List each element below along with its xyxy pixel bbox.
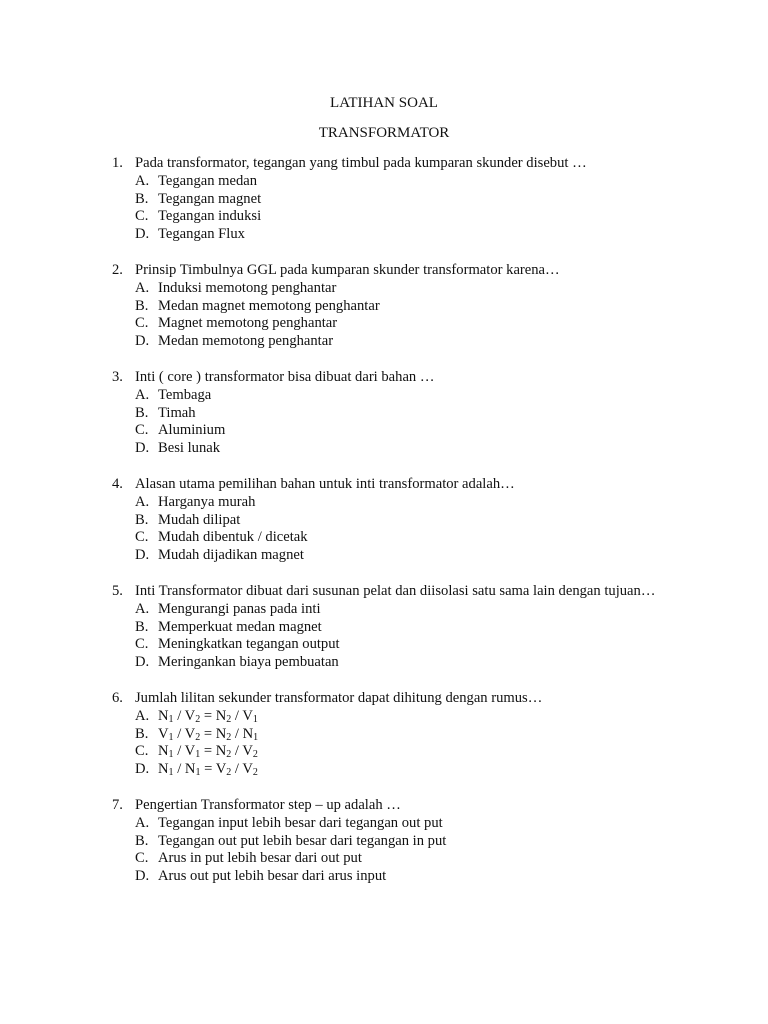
option-d	[112, 547, 752, 565]
option-text: Arus in put lebih besar dari out put	[158, 850, 362, 867]
option-letter: D.	[135, 868, 150, 885]
option-text: Besi lunak	[158, 440, 221, 457]
option-b	[112, 405, 752, 423]
option-letter: B.	[135, 511, 149, 528]
question-4	[112, 476, 752, 565]
option-a	[112, 601, 752, 619]
option-b	[112, 726, 752, 744]
option-text: Tegangan magnet	[158, 190, 262, 207]
option-letter: D.	[135, 333, 150, 350]
option-letter: C.	[135, 422, 149, 439]
question-number: 6.	[112, 690, 123, 706]
question-1	[112, 155, 752, 244]
option-b	[112, 191, 752, 209]
option-c	[112, 636, 752, 654]
option-letter: A.	[135, 814, 150, 831]
question-text: Inti ( core ) transformator bisa dibuat dari bahan …	[135, 369, 435, 385]
option-c	[112, 422, 752, 440]
option-text: Arus out put lebih besar dari arus input	[158, 868, 387, 885]
question-number: 1.	[112, 155, 123, 171]
option-text: Tembaga	[158, 386, 212, 403]
option-letter: D.	[135, 761, 150, 778]
option-letter: B.	[135, 832, 149, 849]
option-letter: A.	[135, 707, 150, 724]
option-text: Meningkatkan tegangan output	[158, 636, 340, 653]
option-letter: A.	[135, 493, 150, 510]
option-d	[112, 226, 752, 244]
option-d	[112, 868, 752, 886]
option-letter: B.	[135, 725, 149, 742]
option-letter: C.	[135, 636, 149, 653]
question-6	[112, 690, 752, 779]
option-letter: D.	[135, 226, 150, 243]
formula-text: $V_1 / V_2 = N_2 / N_1$	[158, 725, 259, 743]
option-text: Mengurangi panas pada inti	[158, 600, 321, 617]
option-text: Aluminium	[158, 422, 226, 439]
option-text: Meringankan biaya pembuatan	[158, 654, 339, 671]
question-text: Jumlah lilitan sekunder transformator dapat dihitung dengan rumus…	[135, 690, 543, 706]
option-letter: C.	[135, 850, 149, 867]
question-text: Pada transformator, tegangan yang timbul pada kumparan skunder disebut …	[135, 155, 587, 171]
option-letter: B.	[135, 190, 149, 207]
question-number: 7.	[112, 797, 123, 813]
option-c	[112, 315, 752, 333]
option-b	[112, 833, 752, 851]
option-text: Tegangan input lebih besar dari tegangan out put	[158, 814, 443, 831]
option-c	[112, 208, 752, 226]
option-letter: C.	[135, 208, 149, 225]
option-text: Induksi memotong penghantar	[158, 279, 337, 296]
option-text: Timah	[158, 404, 196, 421]
question-2	[112, 262, 752, 351]
option-letter: A.	[135, 600, 150, 617]
option-c	[112, 850, 752, 868]
option-text: Mudah dilipat	[158, 511, 241, 528]
document-subtitle: TRANSFORMATOR	[318, 125, 450, 141]
option-text: Mudah dibentuk / dicetak	[158, 529, 308, 546]
option-a	[112, 173, 752, 191]
option-d	[112, 761, 752, 779]
option-a	[112, 387, 752, 405]
option-letter: C.	[135, 743, 149, 760]
option-letter: C.	[135, 315, 149, 332]
option-letter: B.	[135, 618, 149, 635]
option-text: Tegangan induksi	[158, 208, 262, 225]
option-letter: C.	[135, 529, 149, 546]
option-text: Tegangan medan	[158, 172, 258, 189]
formula-text: $N_1 / V_2 = N_2 / V_1$	[158, 707, 258, 725]
question-number: 3.	[112, 369, 123, 385]
option-a	[112, 280, 752, 298]
option-text: Mudah dijadikan magnet	[158, 547, 304, 564]
option-a	[112, 708, 752, 726]
option-text: Medan memotong penghantar	[158, 333, 334, 350]
document-title: LATIHAN SOAL	[330, 95, 438, 111]
question-number: 5.	[112, 583, 123, 599]
option-letter: B.	[135, 404, 149, 421]
option-d	[112, 440, 752, 458]
question-3	[112, 369, 752, 458]
option-a	[112, 494, 752, 512]
option-letter: A.	[135, 386, 150, 403]
question-5	[112, 583, 752, 672]
option-b	[112, 619, 752, 637]
option-a	[112, 815, 752, 833]
option-b	[112, 298, 752, 316]
option-letter: B.	[135, 297, 149, 314]
option-letter: D.	[135, 547, 150, 564]
question-text: Alasan utama pemilihan bahan untuk inti transformator adalah…	[135, 476, 515, 492]
question-text: Prinsip Timbulnya GGL pada kumparan skunder transformator karena…	[135, 262, 560, 278]
option-d	[112, 333, 752, 351]
option-c	[112, 529, 752, 547]
option-c	[112, 743, 752, 761]
option-b	[112, 512, 752, 530]
formula-text: $N_1 / V_1 = N_2 / V_2$	[158, 743, 258, 761]
option-letter: D.	[135, 654, 150, 671]
question-text: Inti Transformator dibuat dari susunan pelat dan diisolasi satu sama lain dengan tujuan…	[135, 583, 656, 599]
option-letter: D.	[135, 440, 150, 457]
option-text: Magnet memotong penghantar	[158, 315, 338, 332]
option-text: Memperkuat medan magnet	[158, 618, 322, 635]
option-letter: A.	[135, 279, 150, 296]
option-letter: A.	[135, 172, 150, 189]
option-text: Medan magnet memotong penghantar	[158, 297, 380, 314]
question-7	[112, 797, 752, 886]
option-text: Harganya murah	[158, 493, 256, 510]
question-number: 4.	[112, 476, 123, 492]
question-number: 2.	[112, 262, 123, 278]
option-d	[112, 654, 752, 672]
question-text: Pengertian Transformator step – up adalah …	[135, 797, 401, 813]
option-text: Tegangan out put lebih besar dari tegangan in put	[158, 832, 447, 849]
option-text: Tegangan Flux	[158, 226, 245, 243]
formula-text: $N_1 / N_1 = V_2 / V_2$	[158, 761, 258, 779]
